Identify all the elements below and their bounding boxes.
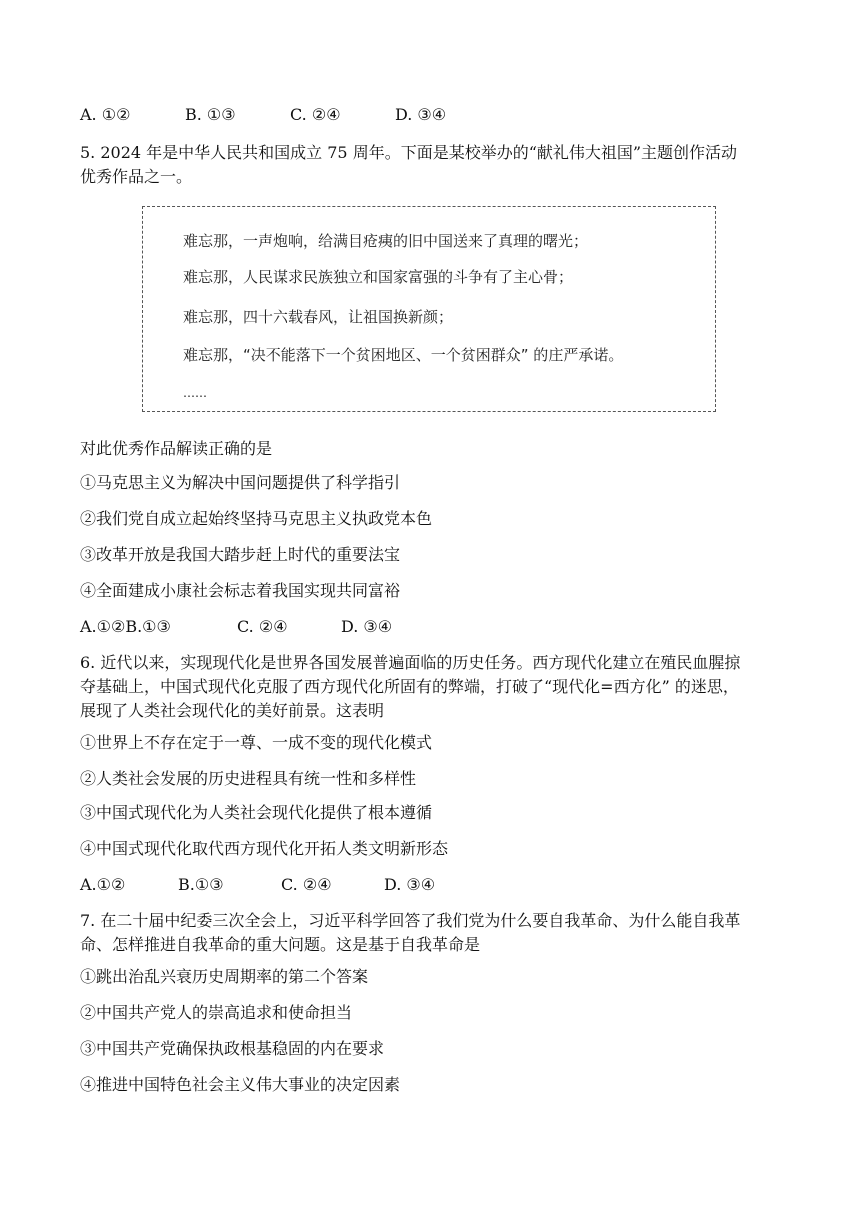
- q7-item-2: ②中国共产党人的崇高追求和使命担当: [80, 1003, 353, 1022]
- poem-ellipsis: ……: [183, 386, 207, 400]
- q6-stem-line2: 夺基础上，中国式现代化克服了西方现代化所固有的弊端，打破了“现代化=西方化” 的迷思，: [80, 677, 739, 696]
- q6-options: [80, 874, 435, 896]
- q6-item-1: ①世界上不存在定于一尊、一成不变的现代化模式: [80, 733, 433, 752]
- q7-item-3: ③中国共产党确保执政根基稳固的内在要求: [80, 1039, 385, 1058]
- q4-options: [80, 104, 446, 126]
- q5-item-1: ①马克思主义为解决中国问题提供了科学指引: [80, 473, 401, 492]
- q7-stem-line2: 命、怎样推进自我革命的重大问题。这是基于自我革命是: [80, 935, 481, 954]
- q6-stem-line1: 6. 近代以来，实现现代化是世界各国发展普遍面临的历史任务。西方现代化建立在殖民血腥掠: [80, 653, 741, 672]
- q5-option-c: C. ②④: [237, 617, 288, 636]
- q5-stem-line1: 5. 2024 年是中华人民共和国成立 75 周年。下面是某校举办的“献礼伟大祖国”主题创作活动: [80, 143, 738, 162]
- q5-option-ab: A.①②B.①③: [80, 617, 171, 636]
- q7-item-4: ④推进中国特色社会主义伟大事业的决定因素: [80, 1075, 401, 1094]
- poem-line-4: 难忘那，“决不能落下一个贫困地区、一个贫困群众” 的庄严承诺。: [183, 346, 624, 364]
- q5-question: 对此优秀作品解读正确的是: [80, 439, 273, 458]
- q6-stem-line3: 展现了人类社会现代化的美好前景。这表明: [80, 701, 385, 720]
- q4-option-a: A. ①②: [80, 105, 131, 124]
- q4-option-b: B. ①③: [185, 105, 236, 124]
- q7-item-1: ①跳出治乱兴衰历史周期率的第二个答案: [80, 967, 369, 986]
- q5-options: [80, 616, 392, 638]
- q7-stem-line1: 7. 在二十届中纪委三次全会上，习近平科学回答了我们党为什么要自我革命、为什么能自我革: [80, 911, 741, 930]
- poem-line-3: 难忘那，四十六载春风，让祖国换新颜；: [183, 308, 454, 326]
- q6-option-b: B.①③: [178, 875, 224, 894]
- poem-line-2: 难忘那，人民谋求民族独立和国家富强的斗争有了主心骨；: [183, 268, 574, 286]
- q5-stem-line2: 优秀作品之一。: [80, 167, 193, 186]
- q6-option-a: A.①②: [80, 875, 126, 894]
- q6-option-d: D. ③④: [384, 875, 436, 894]
- q4-option-c: C. ②④: [290, 105, 341, 124]
- q6-item-4: ④中国式现代化取代西方现代化开拓人类文明新形态: [80, 839, 449, 858]
- poem-line-1: 难忘那，一声炮响，给满目疮痍的旧中国送来了真理的曙光；: [183, 232, 589, 250]
- poem-box: [142, 206, 716, 412]
- q5-option-d: D. ③④: [341, 617, 393, 636]
- q6-item-2: ②人类社会发展的历史进程具有统一性和多样性: [80, 769, 417, 788]
- q6-item-3: ③中国式现代化为人类社会现代化提供了根本遵循: [80, 803, 433, 822]
- q4-option-d: D. ③④: [395, 105, 447, 124]
- q5-item-3: ③改革开放是我国大踏步赶上时代的重要法宝: [80, 545, 401, 564]
- q6-option-c: C. ②④: [281, 875, 332, 894]
- q5-item-4: ④全面建成小康社会标志着我国实现共同富裕: [80, 581, 401, 600]
- q5-item-2: ②我们党自成立起始终坚持马克思主义执政党本色: [80, 509, 433, 528]
